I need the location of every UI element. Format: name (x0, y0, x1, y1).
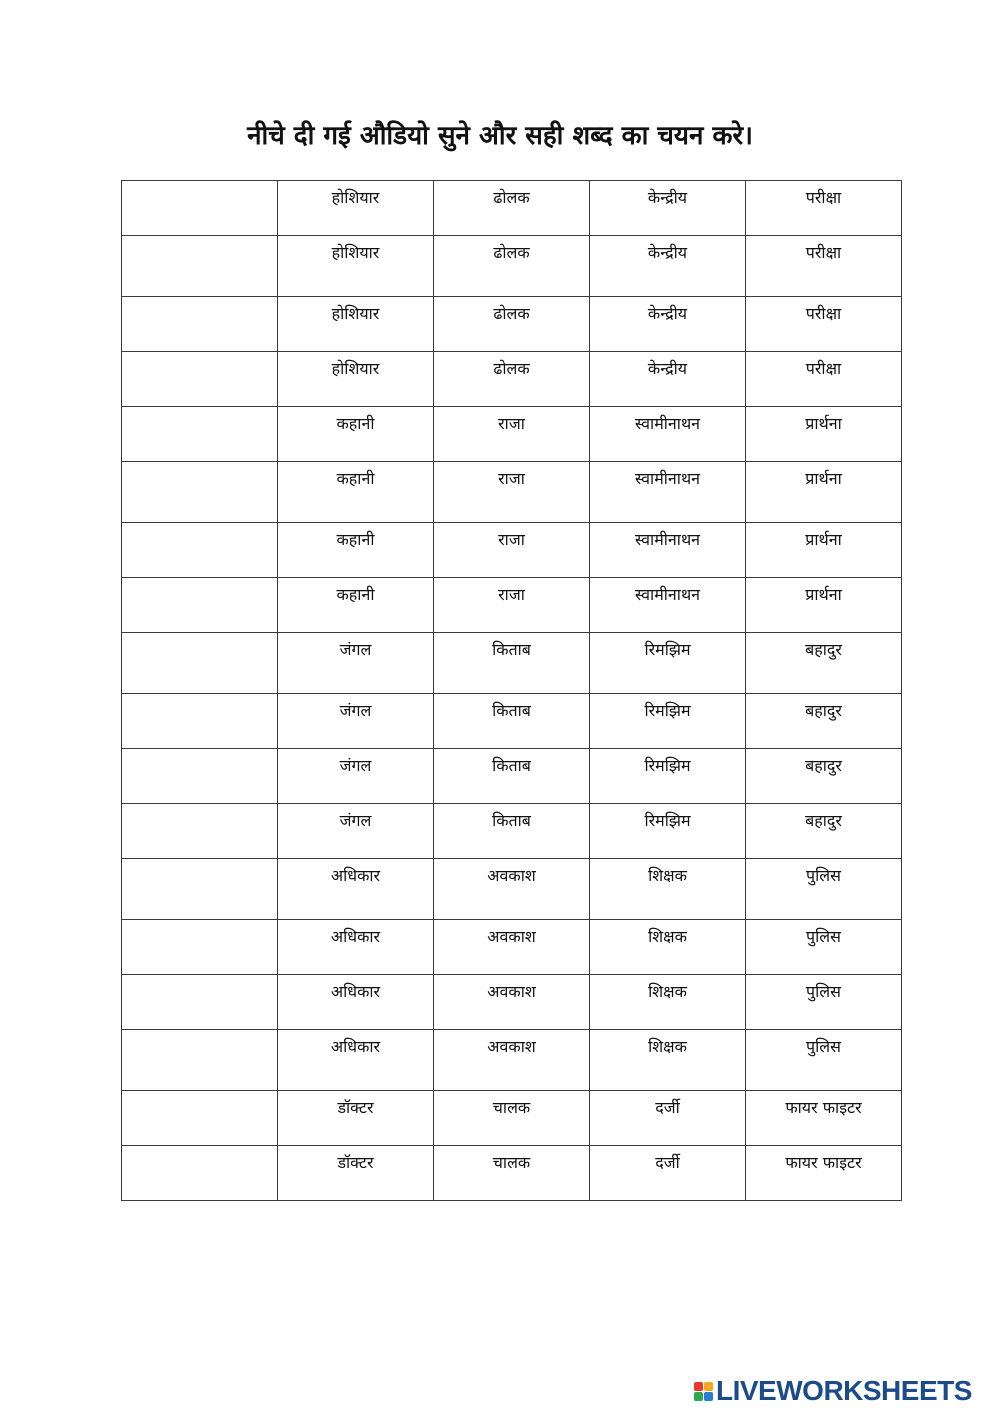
word-option[interactable]: दर्जी (590, 1091, 746, 1146)
table-row (122, 1091, 902, 1146)
word-option[interactable]: अधिकार (278, 1030, 434, 1091)
answer-cell[interactable] (122, 694, 278, 749)
word-option[interactable]: रिमझिम (590, 804, 746, 859)
word-option[interactable]: राजा (434, 407, 590, 462)
table-row (122, 633, 902, 694)
answer-cell[interactable] (122, 859, 278, 920)
table-row (122, 181, 902, 236)
word-option[interactable]: केन्द्रीय (590, 352, 746, 407)
word-option[interactable]: बहादुर (746, 749, 902, 804)
word-option[interactable]: जंगल (278, 749, 434, 804)
word-option[interactable]: राजा (434, 523, 590, 578)
word-option[interactable]: राजा (434, 462, 590, 523)
answer-cell[interactable] (122, 407, 278, 462)
word-option[interactable]: जंगल (278, 633, 434, 694)
answer-table (121, 180, 902, 1201)
word-option[interactable]: बहादुर (746, 633, 902, 694)
table-row (122, 975, 902, 1030)
word-option[interactable]: कहानी (278, 407, 434, 462)
word-option[interactable]: बहादुर (746, 694, 902, 749)
word-option[interactable]: डॉक्टर (278, 1091, 434, 1146)
word-option[interactable]: होशियार (278, 236, 434, 297)
word-option[interactable]: केन्द्रीय (590, 181, 746, 236)
logo-square-green (694, 1392, 703, 1401)
word-option[interactable]: फायर फाइटर (746, 1091, 902, 1146)
word-option[interactable]: परीक्षा (746, 236, 902, 297)
answer-cell[interactable] (122, 181, 278, 236)
answer-cell[interactable] (122, 236, 278, 297)
table-row (122, 1146, 902, 1201)
word-option[interactable]: होशियार (278, 181, 434, 236)
word-option[interactable]: ढोलक (434, 236, 590, 297)
word-option[interactable]: अधिकार (278, 975, 434, 1030)
word-option[interactable]: पुलिस (746, 1030, 902, 1091)
answer-cell[interactable] (122, 920, 278, 975)
word-option[interactable]: कहानी (278, 462, 434, 523)
word-option[interactable]: ढोलक (434, 181, 590, 236)
word-option[interactable]: बहादुर (746, 804, 902, 859)
word-option[interactable]: होशियार (278, 352, 434, 407)
word-option[interactable]: पुलिस (746, 975, 902, 1030)
word-option[interactable]: शिक्षक (590, 859, 746, 920)
liveworksheets-logo (694, 1377, 972, 1405)
logo-square-red (694, 1382, 703, 1391)
word-option[interactable]: चालक (434, 1091, 590, 1146)
word-option[interactable]: केन्द्रीय (590, 297, 746, 352)
word-option[interactable]: अधिकार (278, 920, 434, 975)
word-option[interactable]: अवकाश (434, 1030, 590, 1091)
word-option[interactable]: अवकाश (434, 920, 590, 975)
word-option[interactable]: अवकाश (434, 859, 590, 920)
word-option[interactable]: अवकाश (434, 975, 590, 1030)
word-option[interactable]: चालक (434, 1146, 590, 1201)
logo-text: LIVEWORKSHEETS (716, 1375, 972, 1406)
word-option[interactable]: प्रार्थना (746, 462, 902, 523)
word-option[interactable]: दर्जी (590, 1146, 746, 1201)
word-option[interactable]: ढोलक (434, 297, 590, 352)
word-option[interactable]: स्वामीनाथन (590, 462, 746, 523)
word-option[interactable]: परीक्षा (746, 181, 902, 236)
word-option[interactable]: शिक्षक (590, 920, 746, 975)
answer-cell[interactable] (122, 578, 278, 633)
word-option[interactable]: रिमझिम (590, 694, 746, 749)
word-option[interactable]: कहानी (278, 578, 434, 633)
word-option[interactable]: प्रार्थना (746, 578, 902, 633)
word-option[interactable]: केन्द्रीय (590, 236, 746, 297)
table-row (122, 407, 902, 462)
word-option[interactable]: राजा (434, 578, 590, 633)
word-option[interactable]: रिमझिम (590, 749, 746, 804)
word-option[interactable]: किताब (434, 804, 590, 859)
answer-cell[interactable] (122, 1146, 278, 1201)
word-option[interactable]: प्रार्थना (746, 523, 902, 578)
table-row (122, 694, 902, 749)
table-row (122, 1030, 902, 1091)
word-option[interactable]: शिक्षक (590, 1030, 746, 1091)
word-option[interactable]: कहानी (278, 523, 434, 578)
table-row (122, 804, 902, 859)
table-row (122, 749, 902, 804)
word-option[interactable]: जंगल (278, 694, 434, 749)
word-option[interactable]: स्वामीनाथन (590, 578, 746, 633)
word-option[interactable]: किताब (434, 633, 590, 694)
table-row (122, 462, 902, 523)
word-option[interactable]: किताब (434, 749, 590, 804)
table-row (122, 920, 902, 975)
word-option[interactable]: जंगल (278, 804, 434, 859)
answer-cell[interactable] (122, 804, 278, 859)
answer-cell[interactable] (122, 1030, 278, 1091)
word-option[interactable]: अधिकार (278, 859, 434, 920)
table-row (122, 352, 902, 407)
word-option[interactable]: फायर फाइटर (746, 1146, 902, 1201)
word-option[interactable]: प्रार्थना (746, 407, 902, 462)
table-row (122, 578, 902, 633)
word-option[interactable]: स्वामीनाथन (590, 407, 746, 462)
answer-cell[interactable] (122, 523, 278, 578)
word-option[interactable]: पुलिस (746, 920, 902, 975)
word-option[interactable]: परीक्षा (746, 352, 902, 407)
word-option[interactable]: शिक्षक (590, 975, 746, 1030)
answer-cell[interactable] (122, 297, 278, 352)
word-option[interactable]: ढोलक (434, 352, 590, 407)
table-row (122, 859, 902, 920)
page-title: नीचे दी गई औडियो सुने और सही शब्द का चयन करे। (247, 121, 753, 151)
table-row (122, 297, 902, 352)
logo-square-yellow (704, 1382, 713, 1391)
word-option[interactable]: रिमझिम (590, 633, 746, 694)
answer-cell[interactable] (122, 975, 278, 1030)
word-option[interactable]: डॉक्टर (278, 1146, 434, 1201)
table-row (122, 236, 902, 297)
liveworksheets-logo-icon (694, 1382, 713, 1401)
answer-cell[interactable] (122, 749, 278, 804)
answer-cell[interactable] (122, 352, 278, 407)
table-row (122, 523, 902, 578)
word-option[interactable]: होशियार (278, 297, 434, 352)
answer-cell[interactable] (122, 633, 278, 694)
answer-cell[interactable] (122, 1091, 278, 1146)
word-option[interactable]: पुलिस (746, 859, 902, 920)
word-option[interactable]: किताब (434, 694, 590, 749)
word-option[interactable]: परीक्षा (746, 297, 902, 352)
logo-square-blue (704, 1392, 713, 1401)
answer-cell[interactable] (122, 462, 278, 523)
word-option[interactable]: स्वामीनाथन (590, 523, 746, 578)
